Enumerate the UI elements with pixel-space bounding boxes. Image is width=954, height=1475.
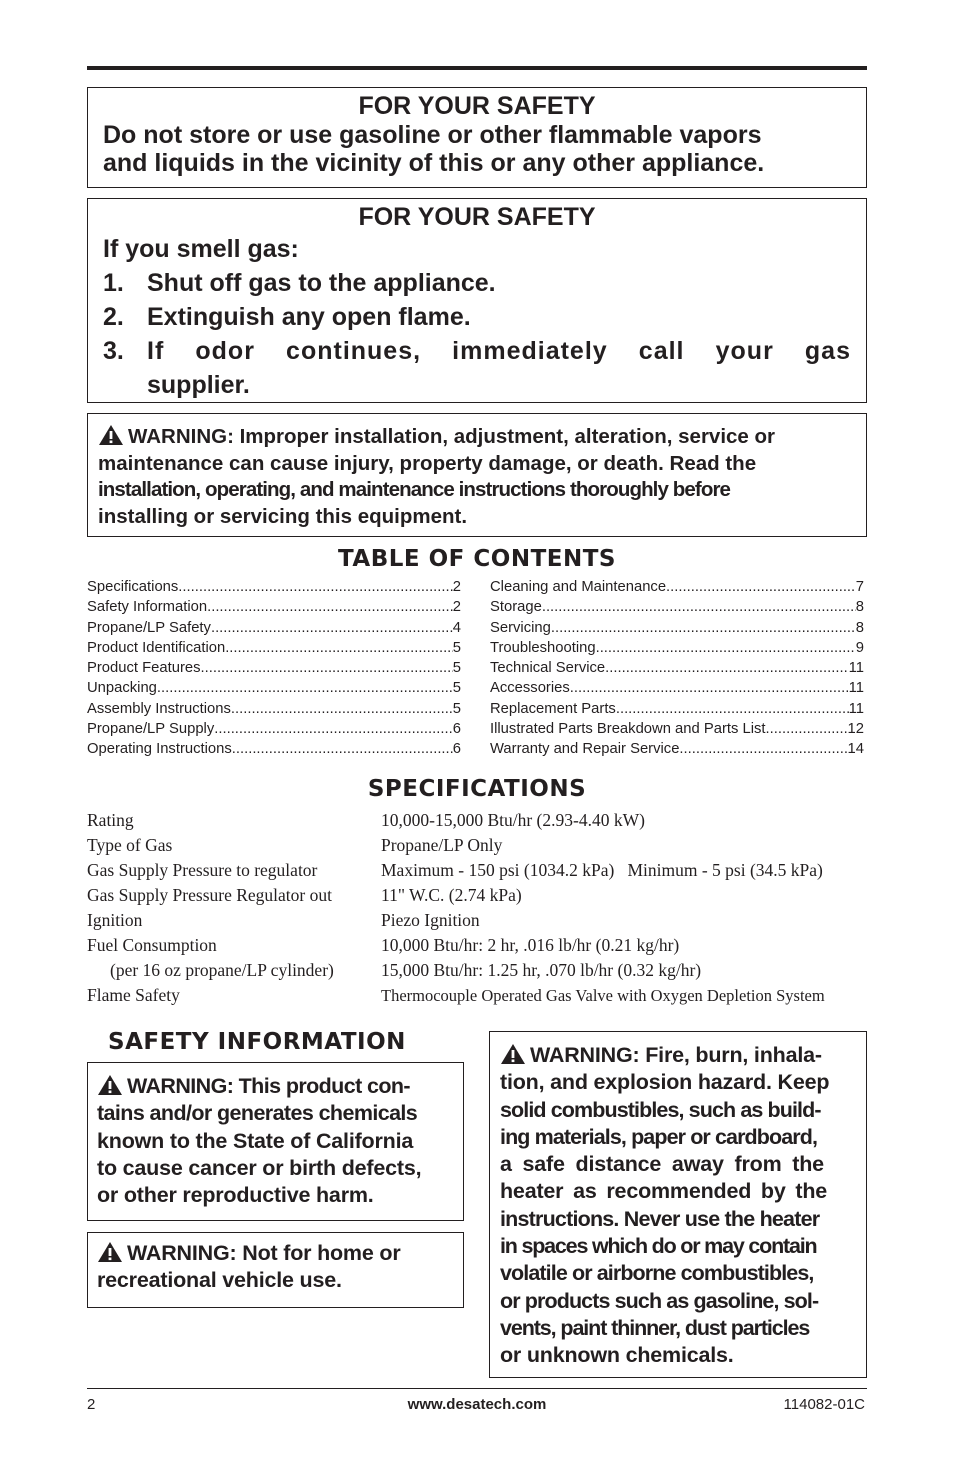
warning-line: instructions. Never use the heater bbox=[500, 1206, 820, 1231]
toc-entry[interactable]: Cleaning and Maintenance ..... 7 bbox=[490, 577, 864, 597]
spec-row: Flame Safety Thermocouple Operated Gas Valve with Oxygen Depletion System bbox=[87, 985, 825, 1005]
page-number: 2 bbox=[87, 1396, 96, 1413]
warning-line: volatile or airborne combustibles, bbox=[500, 1261, 814, 1286]
toc-entry[interactable]: Servicing ..... 8 bbox=[490, 618, 864, 638]
warning-line: known to the State of California bbox=[97, 1128, 414, 1153]
safety-line: Do not store or use gasoline or other flammable vapors bbox=[103, 121, 762, 149]
warning-line: or unknown chemicals. bbox=[500, 1343, 734, 1368]
safety-step bbox=[103, 334, 851, 402]
safety-title: FOR YOUR SAFETY bbox=[358, 203, 596, 231]
spec-row: Gas Supply Pressure Regulator out 11" W.C. (2.74 kPa) bbox=[87, 885, 522, 905]
toc-entry[interactable]: Unpacking ..... 5 bbox=[87, 678, 461, 698]
warning-line: installation, operating, and maintenance instructions thoroughly before bbox=[98, 478, 731, 501]
warning-line: tion, and explosion hazard. Keep bbox=[500, 1070, 830, 1095]
toc-heading: TABLE OF CONTENTS bbox=[338, 546, 616, 572]
toc-entry[interactable]: Warranty and Repair Service ..... 14 bbox=[490, 739, 864, 759]
step-number: 3. bbox=[103, 337, 124, 365]
toc-right-column bbox=[490, 577, 864, 760]
warning-triangle-icon bbox=[97, 1074, 123, 1096]
warning-line: in spaces which do or may contain bbox=[500, 1234, 817, 1259]
warning-triangle-icon bbox=[98, 424, 124, 446]
safety-information-heading: SAFETY INFORMATION bbox=[108, 1029, 406, 1055]
top-rule bbox=[87, 66, 867, 70]
toc-entry[interactable]: Storage ..... 8 bbox=[490, 597, 864, 617]
warning-california bbox=[87, 1062, 464, 1221]
specifications-table bbox=[87, 808, 877, 1008]
step-text: Extinguish any open flame. bbox=[147, 303, 471, 331]
safety-intro: If you smell gas: bbox=[103, 235, 299, 263]
warning-line: solid combustibles, such as build- bbox=[500, 1097, 821, 1122]
toc-entry[interactable]: Assembly Instructions ..... 5 bbox=[87, 699, 461, 719]
toc-entry[interactable]: Product Features ..... 5 bbox=[87, 658, 461, 678]
toc-left-column bbox=[87, 577, 461, 760]
toc-entry[interactable]: Replacement Parts ..... 11 bbox=[490, 699, 864, 719]
footer-url[interactable]: www.desatech.com bbox=[407, 1396, 547, 1413]
warning-line: or products such as gasoline, sol- bbox=[500, 1288, 819, 1313]
warning-fire-hazard bbox=[489, 1031, 867, 1378]
safety-title: FOR YOUR SAFETY bbox=[358, 92, 596, 120]
toc-entry[interactable]: Propane/LP Supply ..... 6 bbox=[87, 719, 461, 739]
document-number: 114082-01C bbox=[783, 1396, 865, 1413]
warning-line: heater as recommended by the bbox=[500, 1179, 828, 1204]
warning-line: ing materials, paper or cardboard, bbox=[500, 1124, 818, 1149]
step-text: If odor continues, immediately call your gas bbox=[147, 337, 851, 365]
footer-rule bbox=[87, 1388, 867, 1389]
toc-entry[interactable]: Troubleshooting ..... 9 bbox=[490, 638, 864, 658]
warning-line: or other reproductive harm. bbox=[97, 1183, 374, 1208]
step-number: 1. bbox=[103, 269, 124, 297]
spec-row: Ignition Piezo Ignition bbox=[87, 910, 480, 930]
toc-entry[interactable]: Illustrated Parts Breakdown and Parts List ..... 12 bbox=[490, 719, 864, 739]
warning-line: to cause cancer or birth defects, bbox=[97, 1155, 422, 1180]
warning-line: vents, paint thinner, dust particles bbox=[500, 1315, 810, 1340]
toc-entry[interactable]: Safety Information ..... 2 bbox=[87, 597, 461, 617]
warning-triangle-icon bbox=[500, 1043, 526, 1065]
step-text: Shut off gas to the appliance. bbox=[147, 269, 496, 297]
spec-row: Type of Gas Propane/LP Only bbox=[87, 835, 503, 855]
warning-line: WARNING: Fire, burn, inhala- bbox=[500, 1042, 856, 1069]
safety-notice-gas-smell bbox=[87, 198, 867, 403]
toc-entry[interactable]: Specifications ..... 2 bbox=[87, 577, 461, 597]
toc-entry[interactable]: Product Identification ..... 5 bbox=[87, 638, 461, 658]
warning-line: maintenance can cause injury, property damage, or death. Read the bbox=[98, 451, 757, 475]
safety-step bbox=[103, 300, 851, 334]
warning-not-for-home bbox=[87, 1232, 464, 1308]
warning-installation bbox=[87, 413, 867, 537]
step-text: supplier. bbox=[147, 371, 250, 399]
warning-line: installing or servicing this equipment. bbox=[98, 504, 468, 528]
toc-entry[interactable]: Technical Service ..... 11 bbox=[490, 658, 864, 678]
warning-line: tains and/or generates chemicals bbox=[97, 1101, 418, 1126]
warning-line: WARNING: Improper installation, adjustment, alteration, service or bbox=[98, 424, 856, 451]
spec-row: (per 16 oz propane/LP cylinder) 15,000 Btu/hr: 1.25 hr, .070 lb/hr (0.32 kg/hr) bbox=[110, 960, 702, 980]
warning-triangle-icon bbox=[97, 1241, 123, 1263]
warning-line: recreational vehicle use. bbox=[97, 1268, 342, 1293]
step-number: 2. bbox=[103, 303, 124, 331]
safety-step bbox=[103, 266, 851, 300]
safety-line: and liquids in the vicinity of this or any other appliance. bbox=[103, 149, 765, 177]
spec-row: Gas Supply Pressure to regulator Maximum - 150 psi (1034.2 kPa) Minimum - 5 psi (34.5 kPa) bbox=[87, 860, 823, 880]
safety-notice-flammable bbox=[87, 87, 867, 188]
toc-entry[interactable]: Accessories ..... 11 bbox=[490, 678, 864, 698]
toc-entry[interactable]: Operating Instructions ..... 6 bbox=[87, 739, 461, 759]
warning-line: WARNING: Not for home or bbox=[97, 1240, 454, 1267]
specifications-heading: SPECIFICATIONS bbox=[367, 776, 587, 802]
spec-row: Rating 10,000-15,000 Btu/hr (2.93-4.40 kW) bbox=[87, 810, 645, 830]
warning-line: a safe distance away from the bbox=[500, 1152, 824, 1177]
toc-entry[interactable]: Propane/LP Safety ..... 4 bbox=[87, 618, 461, 638]
spec-row: Fuel Consumption 10,000 Btu/hr: 2 hr, .016 lb/hr (0.21 kg/hr) bbox=[87, 935, 680, 955]
warning-line: WARNING: This product con- bbox=[97, 1073, 454, 1100]
